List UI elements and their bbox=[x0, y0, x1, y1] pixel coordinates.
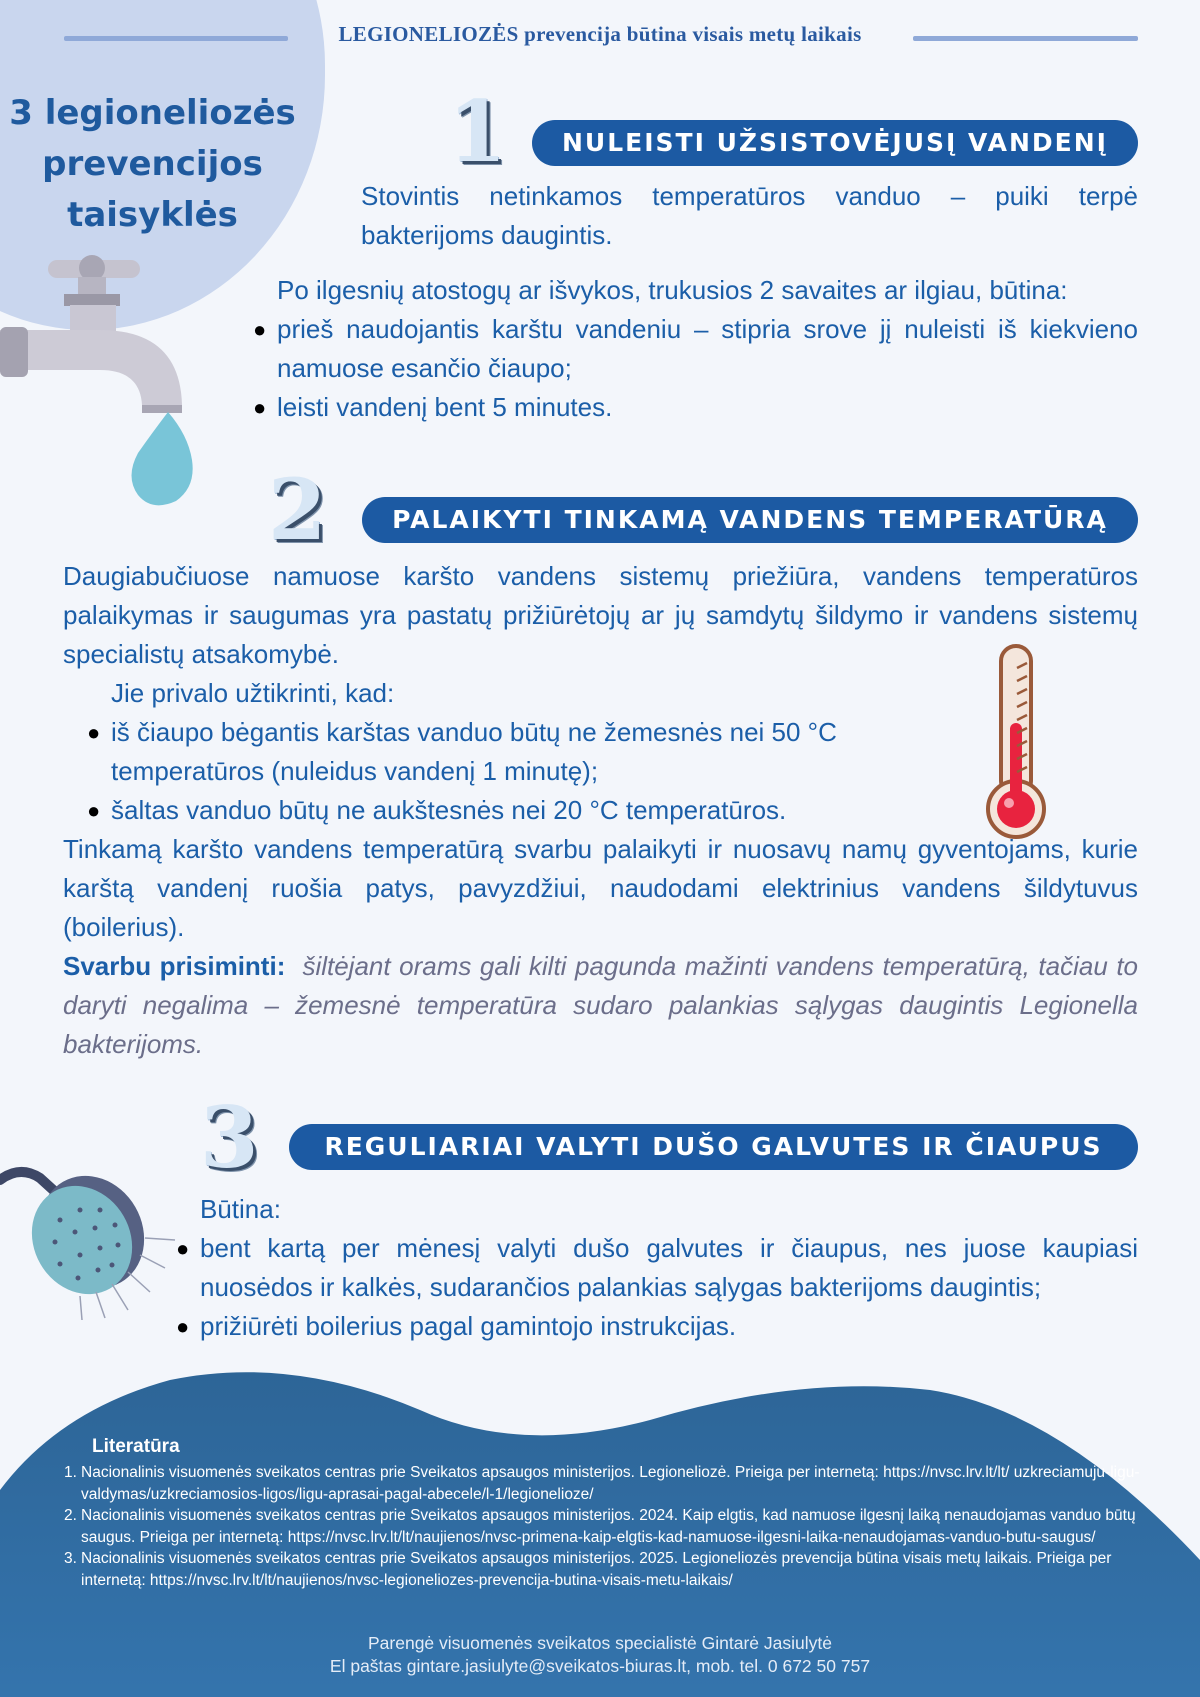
thermometer-icon bbox=[985, 643, 1049, 843]
section-heading: NULEISTI UŽSISTOVĖJUSĮ VANDENĮ bbox=[532, 120, 1138, 166]
list-item bbox=[87, 791, 911, 830]
bullet-icon: ● bbox=[176, 1236, 190, 1261]
section-heading: PALAIKYTI TINKAMĄ VANDENS TEMPERATŪRĄ bbox=[362, 497, 1138, 543]
main-title-line: taisyklės bbox=[67, 195, 238, 235]
list-item bbox=[176, 1229, 1138, 1307]
main-title-line: 3 legioneliozės bbox=[9, 93, 296, 133]
literature-item bbox=[64, 1548, 1154, 1591]
section-paragraph: Daugiabučiuose namuose karšto vandens sistemų priežiūra, vandens temperatūros palaikymas ir saugumas yra pastatų prižiūrėtojų ar jų samdytų šildymo ir vandens sistemų specialistų atsakomybė. bbox=[63, 561, 1138, 669]
bullet-icon: ● bbox=[253, 317, 267, 342]
list-item bbox=[176, 1307, 1138, 1346]
list-item bbox=[253, 388, 1138, 427]
water-tap-icon bbox=[0, 255, 205, 510]
main-title bbox=[0, 88, 305, 241]
section-lead: Po ilgesnių atostogų ar išvykos, trukusios 2 savaites ar ilgiau, būtina: bbox=[277, 275, 1068, 305]
main-title-line: prevencijos bbox=[42, 144, 263, 184]
section-number: 2 bbox=[268, 460, 327, 559]
header-line-left bbox=[64, 36, 288, 41]
list-item-text: prieš naudojantis karštu vandeniu – stipria srove jį nuleisti iš kiekvieno namuose esančio čiaupo; bbox=[277, 314, 1138, 383]
bullet-icon: ● bbox=[87, 720, 101, 745]
bullet-icon: ● bbox=[176, 1314, 190, 1339]
section-heading: REGULIARIAI VALYTI DUŠO GALVUTES IR ČIAUPUS bbox=[289, 1124, 1138, 1170]
literature-title: Literatūra bbox=[92, 1436, 180, 1457]
list-item-text: šaltas vanduo būtų ne aukštesnės nei 20 °C temperatūros. bbox=[111, 795, 787, 825]
section-number: 1 bbox=[448, 82, 507, 181]
list-item-text: leisti vandenį bent 5 minutes. bbox=[277, 392, 613, 422]
list-item bbox=[87, 713, 911, 791]
literature-list bbox=[64, 1462, 1154, 1591]
literature-item-number: 2. bbox=[64, 1507, 77, 1524]
section-lead: Jie privalo užtikrinti, kad: bbox=[111, 678, 395, 708]
list-item bbox=[253, 310, 1138, 388]
section-paragraph: Tinkamą karšto vandens temperatūrą svarbu palaikyti ir nuosavų namų gyventojams, kurie karštą vandenį ruošia patys, pavyzdžiui, naudodami elektrinius vandens šildytuvus (boilerius). bbox=[63, 834, 1138, 942]
author-credit: Parengė visuomenės sveikatos specialistė Gintarė Jasiulytė bbox=[368, 1633, 832, 1653]
header-line-right bbox=[913, 36, 1138, 41]
section-intro: Stovintis netinkamos temperatūros vanduo – puiki terpė bakterijoms daugintis. bbox=[361, 181, 1138, 250]
important-text: šiltėjant orams gali kilti pagunda mažinti vandens temperatūrą, tačiau to daryti negalima – žemesnė temperatūra sudaro palankias sąlygas daugintis Legionella bakterijoms. bbox=[63, 951, 1138, 1059]
author-contact: El paštas gintare.jasiulyte@sveikatos-biuras.lt, mob. tel. 0 672 50 757 bbox=[329, 1656, 871, 1676]
header-title: LEGIONELIOZĖS prevencija būtina visais metų laikais bbox=[338, 22, 862, 46]
shower-head-icon bbox=[0, 1160, 185, 1330]
literature-item-number: 1. bbox=[64, 1464, 77, 1481]
section-number: 3 bbox=[200, 1088, 259, 1187]
list-item-text: prižiūrėti boilerius pagal gamintojo instrukcijas. bbox=[200, 1311, 737, 1341]
literature-item-text: Nacionalinis visuomenės sveikatos centras prie Sveikatos apsaugos ministerijos. Legioneliozė. Prieiga per internetą: https://nvsc.lrv.lt/lt/ uzkreciamuju-ligu-valdymas/uzkreciamosios-ligos/ligu-aprasai-pagal-abecele/l-1/legionelioze/ bbox=[81, 1464, 1140, 1503]
literature-item-text: Nacionalinis visuomenės sveikatos centras prie Sveikatos apsaugos ministerijos. 2025. Legioneliozės prevencija būtina visais metų laikais. Prieiga per internetą: https://nvsc.lrv.lt/lt/naujienos/nvsc-legioneliozes-prevencija-butina-visais-metu-laikais/ bbox=[81, 1550, 1112, 1589]
literature-item-text: Nacionalinis visuomenės sveikatos centras prie Sveikatos apsaugos ministerijos. 2024. Kaip elgtis, kad namuose ilgesnį laiką nenaudojamas vanduo būtų saugus. Prieiga per internetą: https://nvsc.lrv.lt/lt/naujienos/nvsc-primena-kaip-elgtis-kad-namuose-ilgesni-laika-nenaudojamas-vanduo-butu-saugus/ bbox=[81, 1507, 1136, 1546]
literature-item bbox=[64, 1505, 1154, 1548]
literature-item-number: 3. bbox=[64, 1550, 77, 1567]
important-label: Svarbu prisiminti: bbox=[63, 951, 286, 981]
list-item-text: iš čiaupo bėgantis karštas vanduo būtų ne žemesnės nei 50 °C temperatūros (nuleidus vandenį 1 minutę); bbox=[111, 717, 837, 786]
bullet-icon: ● bbox=[253, 395, 267, 420]
list-item-text: bent kartą per mėnesį valyti dušo galvutes ir čiaupus, nes juose kaupiasi nuosėdos ir kalkės, sudarančios palankias sąlygas bakterijoms daugintis; bbox=[200, 1233, 1138, 1302]
section-lead: Būtina: bbox=[200, 1194, 281, 1224]
important-note bbox=[63, 947, 1138, 1064]
bullet-icon: ● bbox=[87, 798, 101, 823]
literature-item bbox=[64, 1462, 1154, 1505]
